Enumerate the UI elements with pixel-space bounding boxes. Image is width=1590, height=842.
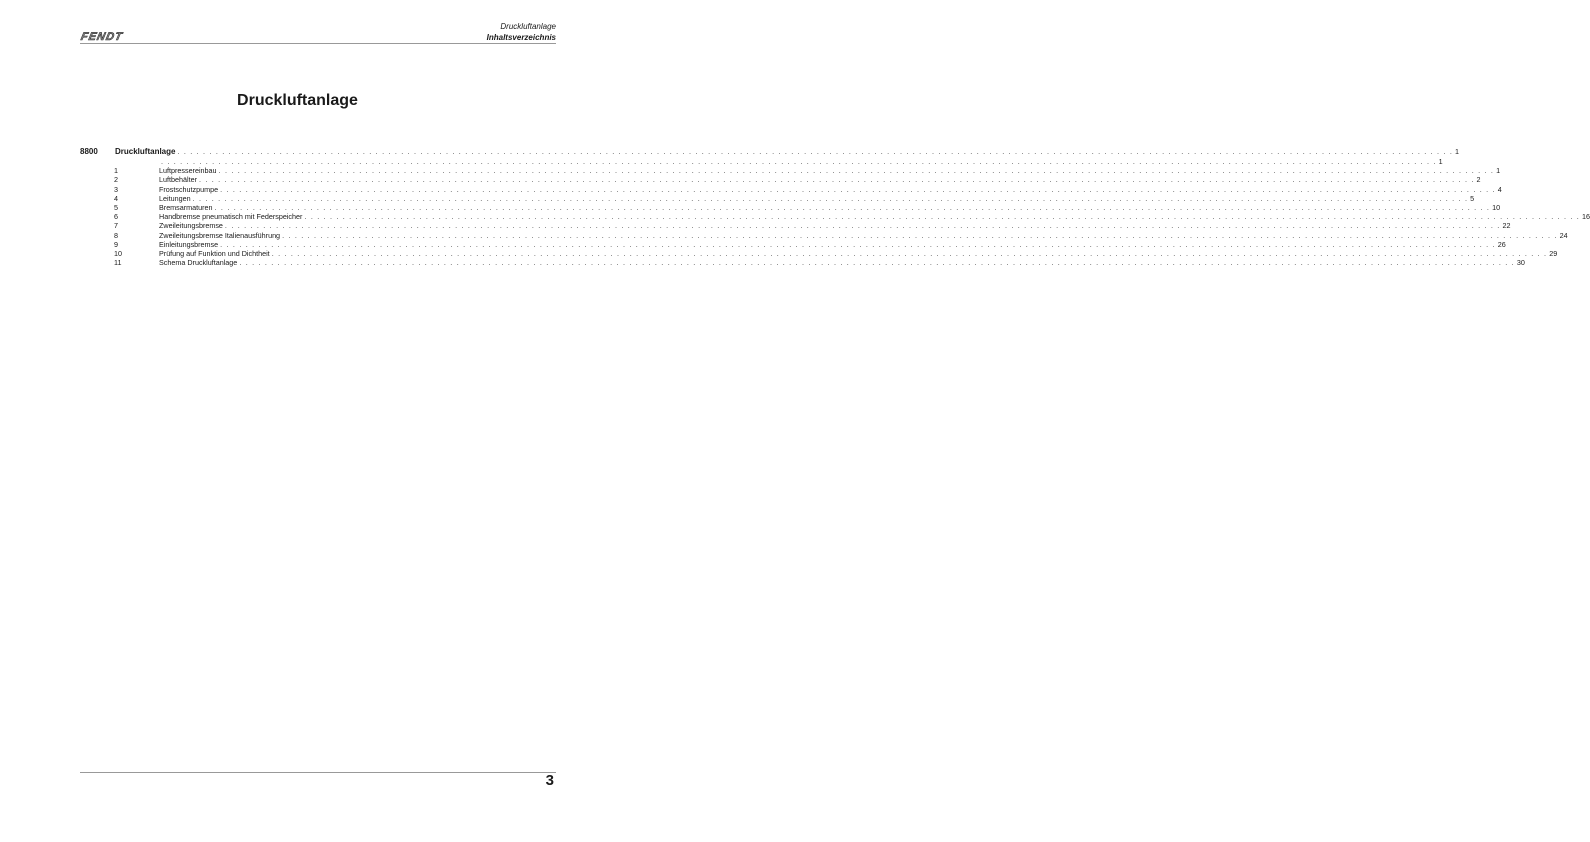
entry-label: Bremsarmaturen bbox=[159, 202, 213, 212]
toc-entry[interactable] bbox=[80, 166, 1501, 176]
entry-number: 2 bbox=[114, 175, 118, 185]
entry-page: 29 bbox=[1549, 248, 1558, 258]
entry-page: 5 bbox=[1470, 193, 1475, 203]
leader-dots: . . . . . . . . . . . . . . . . . . . . . . . . . . . . . . . . . . . . . . . . . . . . . . . . . . . . . . . . . . . . . . . . . . . . . . . . . . . . . . . . . . . . . . . . . . . . . . . . . . . . . . . . . . . . . . . . . . . . . . . . . . . . . . . . . . . . . . . . . . . . . . . . . . . . . . . . . . . . . . . . . . . . . . . . . . . . . . . . . . . . . . . . . . . . . . . . . . . . . . . . bbox=[192, 193, 1469, 203]
entry-page: 10 bbox=[1492, 202, 1501, 212]
table-of-contents bbox=[80, 147, 1590, 268]
entry-label: Luftbehälter bbox=[159, 175, 197, 185]
running-header bbox=[487, 21, 556, 43]
entry-number: 6 bbox=[114, 212, 118, 222]
toc-entry[interactable] bbox=[80, 175, 1481, 185]
entry-page: 1 bbox=[1496, 166, 1501, 176]
header-divider bbox=[80, 43, 556, 44]
entry-page: 24 bbox=[1559, 230, 1568, 240]
toc-entry-list bbox=[80, 166, 1590, 268]
entry-label: Einleitungsbremse bbox=[159, 239, 219, 249]
entry-page: 16 bbox=[1582, 212, 1590, 222]
entry-number: 7 bbox=[114, 221, 118, 231]
leader-dots: . . . . . . . . . . . . . . . . . . . . . . . . . . . . . . . . . . . . . . . . . . . . . . . . . . . . . . . . . . . . . . . . . . . . . . . . . . . . . . . . . . . . . . . . . . . . . . . . . . . . . . . . . . . . . . . . . . . . . . . . . . . . . . . . . . . . . . . . . . . . . . . . . . . . . . . . . . . . . . . . . . . . . . . . . . . . . . . . . . . . . . . . . . . . . . . . . . . . . . . . bbox=[214, 202, 1491, 212]
leader-dots: . . . . . . . . . . . . . . . . . . . . . . . . . . . . . . . . . . . . . . . . . . . . . . . . . . . . . . . . . . . . . . . . . . . . . . . . . . . . . . . . . . . . . . . . . . . . . . . . . . . . . . . . . . . . . . . . . . . . . . . . . . . . . . . . . . . . . . . . . . . . . . . . . . . . . . . . . . . . . . . . . . . . . . . . . . . . . . . . . . . . . . . . . . . . . . . . . . . . . . . . bbox=[218, 166, 1495, 176]
leader-dots: . . . . . . . . . . . . . . . . . . . . . . . . . . . . . . . . . . . . . . . . . . . . . . . . . . . . . . . . . . . . . . . . . . . . . . . . . . . . . . . . . . . . . . . . . . . . . . . . . . . . . . . . . . . . . . . . . . . . . . . . . . . . . . . . . . . . . . . . . . . . . . . . . . . . . . . . . . . . . . . . . . . . . . . . . . . . . . . . . . . . . . . . . . . . . . . . . . . . . . . . bbox=[220, 239, 1496, 249]
entry-label: Zweileitungsbremse Italienausführung bbox=[159, 230, 281, 240]
leader-dots: . . . . . . . . . . . . . . . . . . . . . . . . . . . . . . . . . . . . . . . . . . . . . . . . . . . . . . . . . . . . . . . . . . . . . . . . . . . . . . . . . . . . . . . . . . . . . . . . . . . . . . . . . . . . . . . . . . . . . . . . . . . . . . . . . . . . . . . . . . . . . . . . . . . . . . . . . . . . . . . . . . . . . . . . . . . . . . . . . . . . . . . . . . . . . . . . . . . . . . . . bbox=[220, 184, 1496, 194]
footer-divider bbox=[80, 772, 556, 773]
intro-page: 1 bbox=[1438, 157, 1443, 166]
chapter-label: Druckluftanlage bbox=[115, 147, 176, 156]
toc-entry[interactable] bbox=[80, 221, 1511, 231]
entry-page: 2 bbox=[1476, 175, 1481, 185]
leader-dots: . . . . . . . . . . . . . . . . . . . . . . . . . . . . . . . . . . . . . . . . . . . . . . . . . . . . . . . . . . . . . . . . . . . . . . . . . . . . . . . . . . . . . . . . . . . . . . . . . . . . . . . . . . . . . . . . . . . . . . . . . . . . . . . . . . . . . . . . . . . . . . . . . . . . . . . . . . . . . . . . . . . . . . . . . . . . . . . . . . . . . . . . . . . . . . . . . . . . . . . . bbox=[271, 248, 1548, 258]
entry-number: 3 bbox=[114, 184, 118, 194]
entry-page: 4 bbox=[1497, 184, 1502, 194]
page-title: Druckluftanlage bbox=[237, 92, 358, 109]
entry-label: Luftpressereinbau bbox=[159, 166, 217, 176]
header-subtitle: Inhaltsverzeichnis bbox=[486, 33, 556, 42]
entry-page: 30 bbox=[1516, 258, 1525, 268]
entry-label: Frostschutzpumpe bbox=[159, 184, 219, 194]
fendt-logo: FENDT bbox=[79, 31, 124, 43]
entry-number: 9 bbox=[114, 239, 118, 249]
entry-page: 22 bbox=[1502, 221, 1511, 231]
entry-label: Leitungen bbox=[159, 193, 191, 203]
toc-entry[interactable] bbox=[80, 212, 1590, 222]
toc-entry[interactable] bbox=[80, 202, 1501, 212]
page-number: 3 bbox=[545, 772, 554, 789]
toc-entry[interactable] bbox=[80, 248, 1558, 258]
toc-entry[interactable] bbox=[80, 193, 1475, 203]
leader-dots: . . . . . . . . . . . . . . . . . . . . . . . . . . . . . . . . . . . . . . . . . . . . . . . . . . . . . . . . . . . . . . . . . . . . . . . . . . . . . . . . . . . . . . . . . . . . . . . . . . . . . . . . . . . . . . . . . . . . . . . . . . . . . . . . . . . . . . . . . . . . . . . . . . . . . . . . . . . . . . . . . . . . . . . . . . . . . . . . . . . . . . . . . . . . . . . . . . . . . . . . bbox=[239, 258, 1515, 268]
toc-entry[interactable] bbox=[80, 258, 1525, 268]
leader-dots: . . . . . . . . . . . . . . . . . . . . . . . . . . . . . . . . . . . . . . . . . . . . . . . . . . . . . . . . . . . . . . . . . . . . . . . . . . . . . . . . . . . . . . . . . . . . . . . . . . . . . . . . . . . . . . . . . . . . . . . . . . . . . . . . . . . . . . . . . . . . . . . . . . . . . . . . . . . . . . . . . . . . . . . . . . . . . . . . . . . . . . . . . . . . . . . . . . . . . . . . bbox=[198, 175, 1475, 185]
entry-label: Prüfung auf Funktion und Dichtheit bbox=[159, 248, 270, 258]
entry-label: Zweileitungsbremse bbox=[159, 221, 223, 231]
entry-page: 26 bbox=[1497, 239, 1506, 249]
chapter-number: 8800 bbox=[80, 147, 98, 156]
entry-label: Handbremse pneumatisch mit Federspeicher bbox=[159, 212, 303, 222]
entry-number: 11 bbox=[114, 258, 122, 268]
toc-entry[interactable] bbox=[80, 239, 1506, 249]
entry-number: 1 bbox=[114, 166, 118, 176]
entry-number: 10 bbox=[114, 248, 122, 258]
leader-dots: . . . . . . . . . . . . . . . . . . . . . . . . . . . . . . . . . . . . . . . . . . . . . . . . . . . . . . . . . . . . . . . . . . . . . . . . . . . . . . . . . . . . . . . . . . . . . . . . . . . . . . . . . . . . . . . . . . . . . . . . . . . . . . . . . . . . . . . . . . . . . . . . . . . . . . . . . . . . . . . . . . . . . . . . . . . . . . . . . . . . . . . . . . . . . . . . . . . . . . . . bbox=[224, 221, 1501, 231]
entry-number: 4 bbox=[114, 193, 118, 203]
entry-number: 8 bbox=[114, 230, 118, 240]
toc-intro-row[interactable] bbox=[80, 157, 1443, 166]
leader-dots: . . . . . . . . . . . . . . . . . . . . . . . . . . . . . . . . . . . . . . . . . . . . . . . . . . . . . . . . . . . . . . . . . . . . . . . . . . . . . . . . . . . . . . . . . . . . . . . . . . . . . . . . . . . . . . . . . . . . . . . . . . . . . . . . . . . . . . . . . . . . . . . . . . . . . . . . . . . . . . . . . . . . . . . . . . . . . . . . . . . . . . . . . . . . . . . . . . . . . . . . bbox=[282, 230, 1558, 240]
leader-dots: . . . . . . . . . . . . . . . . . . . . . . . . . . . . . . . . . . . . . . . . . . . . . . . . . . . . . . . . . . . . . . . . . . . . . . . . . . . . . . . . . . . . . . . . . . . . . . . . . . . . . . . . . . . . . . . . . . . . . . . . . . . . . . . . . . . . . . . . . . . . . . . . . . . . . . . . . . . . . . . . . . . . . . . . . . . . . . . . . . . . . . . . . . . . . . . . . . . . . . . . bbox=[161, 157, 1437, 166]
toc-entry[interactable] bbox=[80, 184, 1502, 194]
toc-entry[interactable] bbox=[80, 230, 1568, 240]
leader-dots: . . . . . . . . . . . . . . . . . . . . . . . . . . . . . . . . . . . . . . . . . . . . . . . . . . . . . . . . . . . . . . . . . . . . . . . . . . . . . . . . . . . . . . . . . . . . . . . . . . . . . . . . . . . . . . . . . . . . . . . . . . . . . . . . . . . . . . . . . . . . . . . . . . . . . . . . . . . . . . . . . . . . . . . . . . . . . . . . . . . . . . . . . . . . . . . . . . . . . . . . bbox=[304, 212, 1580, 222]
leader-dots: . . . . . . . . . . . . . . . . . . . . . . . . . . . . . . . . . . . . . . . . . . . . . . . . . . . . . . . . . . . . . . . . . . . . . . . . . . . . . . . . . . . . . . . . . . . . . . . . . . . . . . . . . . . . . . . . . . . . . . . . . . . . . . . . . . . . . . . . . . . . . . . . . . . . . . . . . . . . . . . . . . . . . . . . . . . . . . . . . . . . . . . . . . . . . . . . . . . . . . . . bbox=[177, 147, 1454, 156]
toc-chapter-row[interactable] bbox=[80, 147, 1460, 157]
chapter-page: 1 bbox=[1455, 147, 1460, 156]
header-title: Druckluftanlage bbox=[500, 22, 556, 31]
entry-label: Schema Druckluftanlage bbox=[159, 258, 238, 268]
entry-number: 5 bbox=[114, 202, 118, 212]
